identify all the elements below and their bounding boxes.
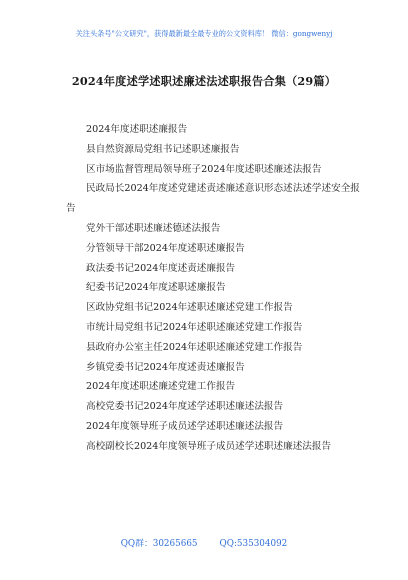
list-item: 乡镇党委书记2024年度述责述廉报告 bbox=[86, 361, 245, 373]
list-item: 纪委书记2024年度述职述廉报告 bbox=[86, 282, 226, 294]
qq-text: QQ:535304092 bbox=[219, 539, 288, 549]
list-item: 高校副校长2024年度领导班子成员述学述职述廉述法报告 bbox=[86, 440, 332, 452]
list-item: 2024年度述职述廉述党建工作报告 bbox=[86, 381, 236, 393]
list-item: 高校党委书记2024年度述学述职述廉述法报告 bbox=[86, 401, 284, 413]
list-item: 县自然资源局党组书记述职述廉报告 bbox=[86, 143, 240, 155]
list-item: 政法委书记2024年度述责述廉报告 bbox=[86, 262, 236, 274]
report-list bbox=[66, 120, 366, 457]
top-banner: 关注头条号"公文研究"，获得最新最全最专业的公文资料库！ 微信：gongwenyj bbox=[75, 29, 333, 38]
qq-group-text: QQ群：30265665 bbox=[120, 539, 198, 549]
list-item: 党外干部述职述廉述德述法报告 bbox=[86, 222, 221, 234]
list-item: 2024年度领导班子成员述学述职述廉述法报告 bbox=[86, 420, 284, 432]
list-item: 区市场监督管理局领导班子2024年度述职述廉述法报告 bbox=[86, 163, 322, 175]
list-item: 民政局长2024年度述党建述责述廉述意识形态述法述学述安全报告 bbox=[66, 183, 360, 215]
footer-contact bbox=[0, 536, 408, 549]
list-item: 分管领导干部2024年度述职述廉报告 bbox=[86, 242, 245, 254]
list-item: 县政府办公室主任2024年述职述廉述党建工作报告 bbox=[86, 341, 303, 353]
document-title: 2024年度述学述职述廉述法述职报告合集（29篇） bbox=[71, 74, 337, 88]
list-item: 市统计局党组书记2024年述职述廉述党建工作报告 bbox=[86, 321, 303, 333]
list-item: 区政协党组书记2024年述职述廉述党建工作报告 bbox=[86, 302, 293, 314]
list-item: 2024年度述职述廉报告 bbox=[86, 124, 188, 135]
